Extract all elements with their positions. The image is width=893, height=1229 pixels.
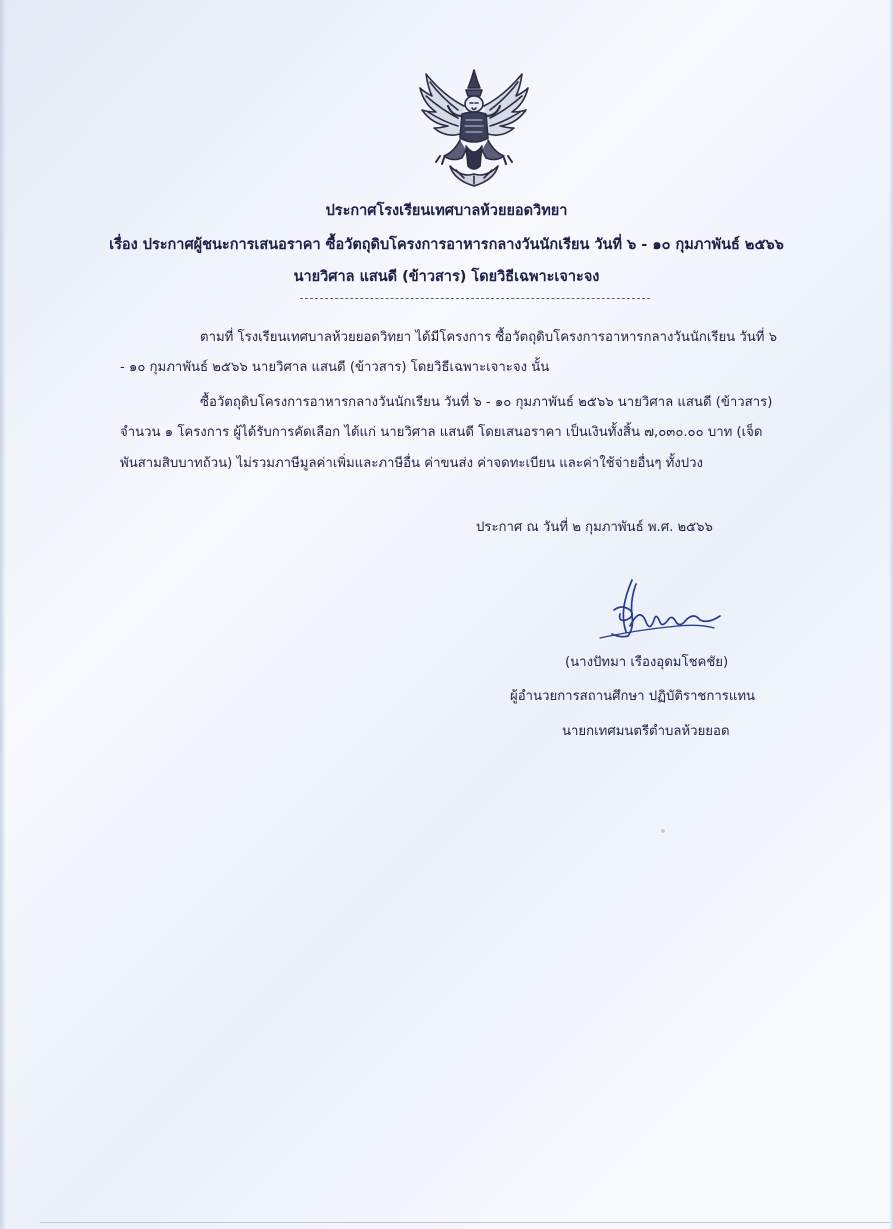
scan-left-edge: [0, 0, 6, 1229]
scan-bottom-line: [40, 1222, 890, 1223]
paragraph2-line1: ซื้อวัตถุดิบโครงการอาหารกลางวันนักเรียน วันที่ ๖ - ๑๐ กุมภาพันธ์ ๒๕๖๖ นายวิศาล แสนดี (ข้าวสาร): [200, 395, 773, 410]
signer-position-line2: นายกเทศมนตรีตำบลห้วยยอด: [562, 724, 730, 739]
document-title: ประกาศโรงเรียนเทศบาลห้วยยอดวิทยา: [325, 203, 568, 219]
signer-name: (นางปัทมา เรืองอุดมโชคชัย): [565, 655, 729, 670]
garuda-emblem-icon: [414, 66, 534, 190]
handwritten-signature: [596, 576, 724, 642]
paragraph2-line2: จำนวน ๑ โครงการ ผู้ได้รับการคัดเลือก ได้แก่ นายวิศาล แสนดี โดยเสนอราคา เป็นเงินทั้งสิ้น ๗,๐๓๐.๐๐ บาท (เจ็ด: [120, 425, 763, 440]
scan-right-edge: [889, 0, 893, 1229]
scan-speck: [661, 829, 665, 833]
header-divider: [300, 298, 650, 299]
paragraph2-line3: พันสามสิบบาทถ้วน) ไม่รวมภาษีมูลค่าเพิ่มและภาษีอื่น ค่าขนส่ง ค่าจดทะเบียน และค่าใช้จ่ายอื่นๆ ทั้งปวง: [120, 456, 703, 471]
announcement-date: ประกาศ ณ วันที่ ๒ กุมภาพันธ์ พ.ศ. ๒๕๖๖: [476, 520, 713, 535]
paragraph1-line1: ตามที่ โรงเรียนเทศบาลห้วยยอดวิทยา ได้มีโครงการ ซื้อวัตถุดิบโครงการอาหารกลางวันนักเรียน วันที่ ๖: [200, 330, 778, 345]
paragraph1-line2: - ๑๐ กุมภาพันธ์ ๒๕๖๖ นายวิศาล แสนดี (ข้าวสาร) โดยวิธีเฉพาะเจาะจง นั้น: [120, 360, 550, 375]
subject-line: เรื่อง ประกาศผู้ชนะการเสนอราคา ซื้อวัตถุดิบโครงการอาหารกลางวันนักเรียน วันที่ ๖ - ๑๐ กุมภาพันธ์ ๒๕๖๖: [109, 237, 784, 253]
subject-line-continued: นายวิศาล แสนดี (ข้าวสาร) โดยวิธีเฉพาะเจาะจง: [293, 269, 600, 285]
signer-position-line1: ผู้อำนวยการสถานศึกษา ปฏิบัติราชการแทน: [510, 689, 756, 704]
